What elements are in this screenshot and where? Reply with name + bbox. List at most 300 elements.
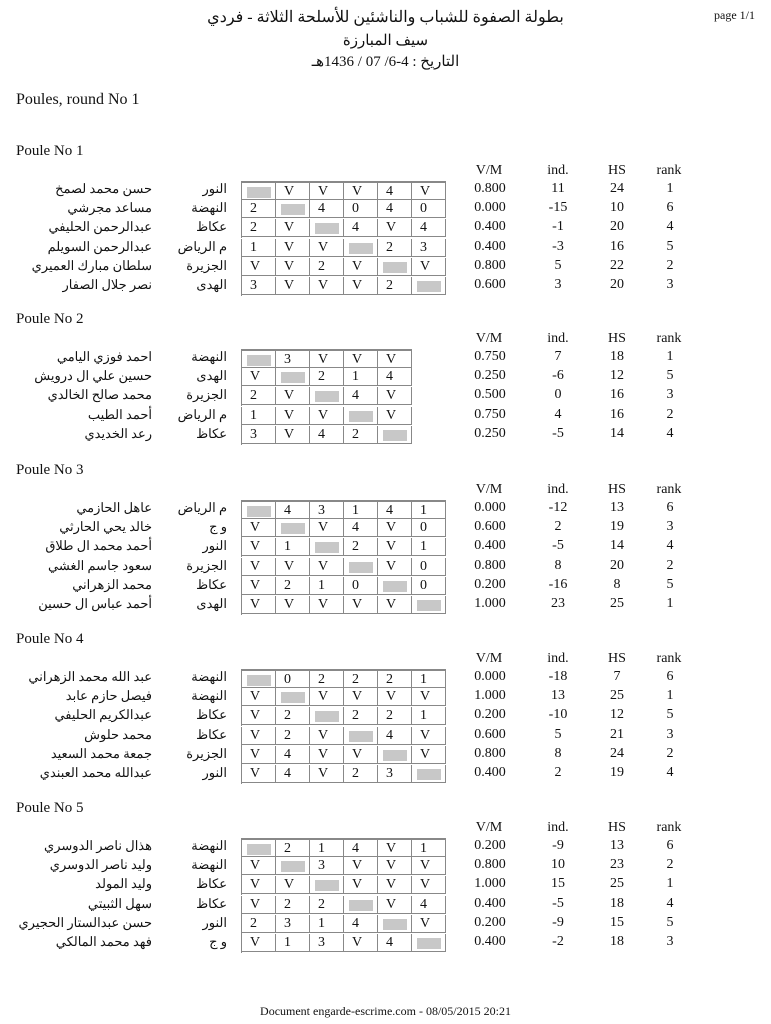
fencer-rank: 4 (666, 765, 674, 780)
bout-cell: V (310, 519, 344, 537)
self-cell (276, 519, 310, 537)
bout-cell: 0 (344, 577, 378, 595)
bout-cell: V (310, 596, 344, 614)
bout-cell: 1 (276, 934, 310, 952)
fencer-club: الجزيرة (186, 257, 227, 273)
bout-cell: V (344, 277, 378, 295)
fencer-name: رعد الخديدي (84, 425, 152, 441)
fencer-club: عكاظ (196, 576, 227, 592)
bout-cell: V (310, 727, 344, 745)
bout-cell: V (378, 688, 412, 706)
self-cell-shade (349, 411, 373, 422)
fencer-vm: 0.000 (474, 669, 506, 684)
bout-cell: 0 (412, 558, 446, 576)
bout-results (241, 387, 412, 406)
fencer-indicator: -2 (552, 934, 564, 949)
self-cell (276, 857, 310, 875)
bout-results (241, 596, 446, 615)
fencer-rank: 6 (666, 838, 674, 853)
fencer-hits-scored: 20 (610, 277, 624, 292)
fencer-vm: 0.400 (474, 934, 506, 949)
bout-results (241, 577, 446, 596)
fencer-hits-scored: 18 (610, 934, 624, 949)
fencer-indicator: -16 (548, 576, 568, 592)
bout-cell: 1 (242, 407, 276, 425)
self-cell-shade (383, 262, 407, 273)
poule-block (0, 462, 771, 619)
self-cell (344, 239, 378, 257)
fencer-indicator: 0 (554, 387, 562, 403)
fencer-hits-scored: 19 (610, 519, 624, 535)
fencer-club: و ج (209, 934, 227, 949)
fencer-club: الهدى (196, 596, 227, 611)
fencer-row (0, 876, 771, 895)
self-cell-shade (383, 581, 407, 592)
fencer-name: أحمد عباس ال حسين (38, 596, 152, 611)
bout-cell: V (378, 350, 412, 368)
poule-title: Poule No 3 (16, 462, 84, 478)
bout-cell: V (242, 538, 276, 556)
fencer-club: النهضة (191, 857, 227, 873)
bout-cell: 4 (344, 915, 378, 933)
fencer-club: الهدى (196, 277, 227, 292)
fencer-name: فهد محمد المالكي (55, 934, 152, 949)
bout-cell: 4 (310, 426, 344, 444)
bout-cell: 4 (378, 182, 412, 200)
bout-cell: 2 (276, 707, 310, 725)
fencer-rank: 4 (666, 219, 674, 235)
fencer-row (0, 407, 771, 426)
bout-cell: V (378, 558, 412, 576)
bout-cell: V (378, 219, 412, 237)
bout-results (241, 519, 446, 538)
bout-cell: V (344, 934, 378, 952)
fencer-club: عكاظ (196, 707, 227, 723)
bout-results (241, 219, 446, 238)
hs-header: HS (608, 820, 626, 835)
event-date: التاريخ : 4-6/ 07 / 1436هـ (311, 54, 460, 70)
self-cell-shade (281, 692, 305, 703)
fencer-indicator: 5 (554, 257, 562, 273)
vm-header: V/M (475, 482, 503, 497)
bout-cell: V (242, 876, 276, 894)
rank-header: rank (656, 331, 682, 346)
fencer-hits-scored: 14 (610, 425, 624, 441)
fencer-rank: 2 (666, 257, 674, 273)
hs-header: HS (608, 163, 626, 178)
fencer-rank: 2 (666, 857, 674, 873)
fencer-rank: 2 (666, 406, 674, 422)
bout-cell: 1 (412, 707, 446, 725)
fencer-vm: 0.400 (474, 238, 506, 254)
fencer-row (0, 765, 771, 784)
bout-cell: 2 (242, 219, 276, 237)
bout-cell: V (310, 277, 344, 295)
fencer-hits-scored: 8 (613, 576, 621, 592)
self-cell (344, 558, 378, 576)
poule-block (0, 143, 771, 300)
page-number: page 1/1 (714, 8, 755, 22)
self-cell (276, 200, 310, 218)
fencer-indicator: -6 (552, 368, 564, 384)
bout-cell: 1 (310, 839, 344, 857)
fencer-row (0, 915, 771, 934)
vm-header: V/M (475, 651, 503, 666)
self-cell-shade (281, 372, 305, 383)
self-cell-shade (247, 355, 271, 366)
bout-cell: V (310, 239, 344, 257)
fencer-row (0, 200, 771, 219)
bout-cell: 2 (344, 426, 378, 444)
fencer-vm: 0.750 (474, 349, 506, 364)
fencer-hits-scored: 22 (610, 257, 624, 273)
bout-cell: 1 (242, 239, 276, 257)
fencer-rank: 1 (666, 876, 674, 892)
self-cell-shade (417, 600, 441, 611)
fencer-name: نصر جلال الصفار (62, 277, 152, 292)
fencer-hits-scored: 24 (610, 181, 624, 196)
fencer-vm: 1.000 (474, 596, 506, 611)
bout-cell: V (276, 258, 310, 276)
fencer-indicator: 15 (551, 876, 565, 892)
fencer-hits-scored: 13 (610, 500, 624, 515)
fencer-indicator: -5 (552, 895, 564, 911)
bout-cell: V (242, 746, 276, 764)
fencer-rank: 6 (666, 500, 674, 515)
vm-header: V/M (475, 163, 503, 178)
fencer-row (0, 934, 771, 953)
bout-results (241, 707, 446, 726)
self-cell-shade (417, 769, 441, 780)
fencer-hits-scored: 16 (610, 406, 624, 422)
fencer-indicator: -1 (552, 219, 564, 235)
fencer-hits-scored: 25 (610, 596, 624, 611)
bout-cell: V (310, 746, 344, 764)
self-cell (344, 727, 378, 745)
self-cell (242, 839, 276, 857)
fencer-row (0, 538, 771, 557)
bout-cell: V (344, 258, 378, 276)
fencer-vm: 0.400 (474, 765, 506, 780)
fencer-indicator: 2 (554, 765, 562, 780)
bout-cell: 3 (276, 915, 310, 933)
fencer-name: محمد حلوش (84, 726, 152, 742)
fencer-indicator: -15 (548, 200, 568, 216)
bout-cell: V (412, 688, 446, 706)
bout-cell: 0 (412, 200, 446, 218)
fencer-name: حسن عبدالستار الحجيري (18, 914, 152, 930)
fencer-vm: 0.250 (474, 368, 506, 384)
self-cell-shade (315, 880, 339, 891)
bout-cell: 2 (310, 896, 344, 914)
footer: Document engarde-escrime.com - 08/05/2015 20:21 (260, 1004, 511, 1018)
bout-cell: V (412, 258, 446, 276)
fencer-name: وليد ناصر الدوسري (49, 857, 152, 873)
bout-cell: V (378, 596, 412, 614)
fencer-row (0, 258, 771, 277)
fencer-hits-scored: 12 (610, 368, 624, 384)
bout-cell: 3 (242, 277, 276, 295)
fencer-hits-scored: 24 (610, 745, 624, 761)
self-cell-shade (281, 861, 305, 872)
fencer-name: مساعد مجرشي (67, 200, 152, 216)
fencer-rank: 1 (666, 349, 674, 364)
fencer-row (0, 838, 771, 857)
fencer-hits-scored: 14 (610, 538, 624, 554)
fencer-row (0, 707, 771, 726)
self-cell (412, 765, 446, 783)
fencer-name: فيصل حازم عابد (65, 688, 152, 704)
self-cell (378, 915, 412, 933)
fencer-indicator: 5 (554, 726, 562, 742)
fencer-rank: 4 (666, 895, 674, 911)
bout-cell: 4 (344, 387, 378, 405)
fencer-hits-scored: 20 (610, 219, 624, 235)
fencer-hits-scored: 18 (610, 895, 624, 911)
document-title: بطولة الصفوة للشباب والناشئين للأسلحة الثلاثة - فردي (207, 9, 564, 26)
bout-results (241, 934, 446, 953)
fencer-row (0, 277, 771, 296)
fencer-hits-scored: 10 (610, 200, 624, 216)
fencer-vm: 0.800 (474, 257, 506, 273)
bout-cell: 2 (378, 707, 412, 725)
weapon-subtitle: سيف المبارزة (342, 33, 429, 49)
fencer-indicator: 10 (551, 857, 565, 873)
self-cell-shade (315, 391, 339, 402)
fencer-name: هذال ناصر الدوسري (44, 838, 152, 853)
fencer-name: عبدالله محمد العبندي (39, 765, 152, 780)
bout-cell: V (242, 707, 276, 725)
bout-results (241, 426, 412, 445)
bout-results (241, 368, 412, 387)
poule-block (0, 800, 771, 957)
fencer-vm: 0.600 (474, 519, 506, 535)
fencer-club: عكاظ (196, 876, 227, 892)
fencer-name: عبدالرحمن الحليفي (48, 219, 152, 235)
bout-cell: V (276, 277, 310, 295)
bout-cell: V (344, 857, 378, 875)
fencer-name: عبد الله محمد الزهراني (28, 669, 152, 684)
self-cell-shade (349, 731, 373, 742)
fencer-vm: 0.200 (474, 914, 506, 930)
bout-cell: 2 (276, 896, 310, 914)
fencer-hits-scored: 20 (610, 557, 624, 573)
bout-cell: V (378, 857, 412, 875)
bout-cell: V (242, 258, 276, 276)
fencer-row (0, 727, 771, 746)
fencer-vm: 0.200 (474, 838, 506, 853)
fencer-rank: 3 (666, 726, 674, 742)
fencer-row (0, 857, 771, 876)
bout-results (241, 876, 446, 895)
fencer-row (0, 387, 771, 406)
fencer-club: النهضة (191, 200, 227, 216)
bout-results (241, 200, 446, 219)
self-cell (310, 876, 344, 894)
bout-cell: 4 (412, 219, 446, 237)
fencer-indicator: 3 (554, 277, 562, 292)
self-cell-shade (417, 281, 441, 292)
bout-cell: V (310, 182, 344, 200)
bout-cell: V (242, 934, 276, 952)
bout-cell: 2 (378, 670, 412, 688)
vm-header: V/M (475, 820, 503, 835)
fencer-club: النور (202, 538, 227, 554)
fencer-name: أحمد محمد ال طلاق (45, 538, 152, 554)
bout-cell: V (378, 407, 412, 425)
fencer-rank: 6 (666, 669, 674, 684)
self-cell-shade (383, 750, 407, 761)
self-cell (412, 934, 446, 952)
bout-results (241, 838, 446, 858)
bout-cell: 0 (412, 519, 446, 537)
fencer-row (0, 896, 771, 915)
bout-cell: V (412, 746, 446, 764)
bout-cell: 2 (344, 538, 378, 556)
rank-header: rank (656, 163, 682, 178)
bout-results (241, 277, 446, 296)
fencer-vm: 0.800 (474, 857, 506, 873)
bout-results (241, 746, 446, 765)
self-cell (276, 688, 310, 706)
self-cell (310, 707, 344, 725)
bout-cell: 3 (412, 239, 446, 257)
rank-header: rank (656, 651, 682, 666)
fencer-club: م الرياض (177, 406, 227, 422)
bout-cell: 4 (378, 200, 412, 218)
fencer-hits-scored: 18 (610, 349, 624, 364)
fencer-hits-scored: 23 (610, 857, 624, 873)
fencer-row (0, 519, 771, 538)
bout-cell: V (378, 839, 412, 857)
fencer-rank: 5 (666, 368, 674, 384)
fencer-indicator: 13 (551, 688, 565, 704)
bout-cell: V (412, 182, 446, 200)
fencer-name: عاهل الحازمي (76, 500, 152, 515)
bout-cell: 2 (344, 707, 378, 725)
fencer-rank: 5 (666, 238, 674, 254)
fencer-rank: 5 (666, 576, 674, 592)
fencer-rank: 4 (666, 425, 674, 441)
round-title: Poules, round No 1 (16, 91, 140, 108)
fencer-hits-scored: 13 (610, 838, 624, 853)
self-cell (378, 426, 412, 444)
bout-cell: 2 (276, 727, 310, 745)
fencer-hits-scored: 21 (610, 726, 624, 742)
bout-cell: 2 (276, 577, 310, 595)
fencer-vm: 0.000 (474, 200, 506, 216)
bout-cell: V (276, 182, 310, 200)
bout-cell: 2 (242, 200, 276, 218)
bout-cell: 2 (344, 765, 378, 783)
fencer-rank: 3 (666, 934, 674, 949)
fencer-vm: 0.500 (474, 387, 506, 403)
bout-cell: V (242, 368, 276, 386)
bout-cell: 4 (412, 896, 446, 914)
bout-cell: 3 (310, 934, 344, 952)
bout-results (241, 558, 446, 577)
bout-cell: V (378, 876, 412, 894)
self-cell (378, 746, 412, 764)
self-cell (310, 387, 344, 405)
fencer-rank: 3 (666, 387, 674, 403)
poule-block (0, 311, 771, 449)
self-cell-shade (281, 204, 305, 215)
hs-header: HS (608, 651, 626, 666)
self-cell-shade (417, 938, 441, 949)
self-cell-shade (247, 844, 271, 855)
fencer-vm: 0.250 (474, 425, 506, 441)
rank-header: rank (656, 820, 682, 835)
bout-cell: V (242, 596, 276, 614)
bout-results (241, 727, 446, 746)
bout-cell: V (242, 688, 276, 706)
poule-title: Poule No 2 (16, 311, 84, 327)
fencer-vm: 1.000 (474, 876, 506, 892)
fencer-club: و ج (209, 519, 227, 535)
bout-cell: V (344, 688, 378, 706)
poule-title: Poule No 4 (16, 631, 84, 647)
self-cell (344, 407, 378, 425)
fencer-club: م الرياض (177, 238, 227, 254)
fencer-name: احمد فوزي اليامي (56, 349, 152, 364)
fencer-row (0, 596, 771, 615)
fencer-indicator: 8 (554, 745, 562, 761)
self-cell-shade (247, 506, 271, 517)
bout-cell: 4 (378, 727, 412, 745)
self-cell (378, 577, 412, 595)
fencer-indicator: -3 (552, 238, 564, 254)
fencer-vm: 0.400 (474, 895, 506, 911)
bout-cell: 4 (378, 934, 412, 952)
bout-results (241, 500, 446, 520)
bout-results (241, 765, 446, 784)
bout-cell: 4 (344, 839, 378, 857)
bout-cell: 2 (242, 915, 276, 933)
bout-cell: 1 (344, 501, 378, 519)
fencer-hits-scored: 16 (610, 387, 624, 403)
bout-results (241, 258, 446, 277)
self-cell-shade (247, 187, 271, 198)
bout-cell: 4 (378, 368, 412, 386)
bout-cell: V (344, 350, 378, 368)
bout-cell: V (276, 407, 310, 425)
bout-cell: 2 (242, 387, 276, 405)
bout-cell: V (310, 688, 344, 706)
fencer-hits-scored: 7 (613, 669, 621, 684)
fencer-vm: 0.400 (474, 538, 506, 554)
bout-cell: V (242, 896, 276, 914)
self-cell (412, 596, 446, 614)
fencer-club: الجزيرة (186, 387, 227, 403)
fencer-row (0, 688, 771, 707)
bout-cell: 1 (344, 368, 378, 386)
fencer-indicator: 8 (554, 557, 562, 573)
fencer-rank: 5 (666, 707, 674, 723)
fencer-name: جمعة محمد السعيد (50, 745, 152, 761)
fencer-rank: 3 (666, 277, 674, 292)
fencer-club: النور (202, 181, 227, 196)
bout-cell: V (276, 239, 310, 257)
bout-cell: 2 (378, 277, 412, 295)
self-cell-shade (349, 900, 373, 911)
fencer-club: النهضة (191, 838, 227, 853)
fencer-hits-scored: 15 (610, 914, 624, 930)
bout-cell: 3 (310, 857, 344, 875)
bout-cell: V (242, 765, 276, 783)
fencer-row (0, 577, 771, 596)
fencer-row (0, 746, 771, 765)
